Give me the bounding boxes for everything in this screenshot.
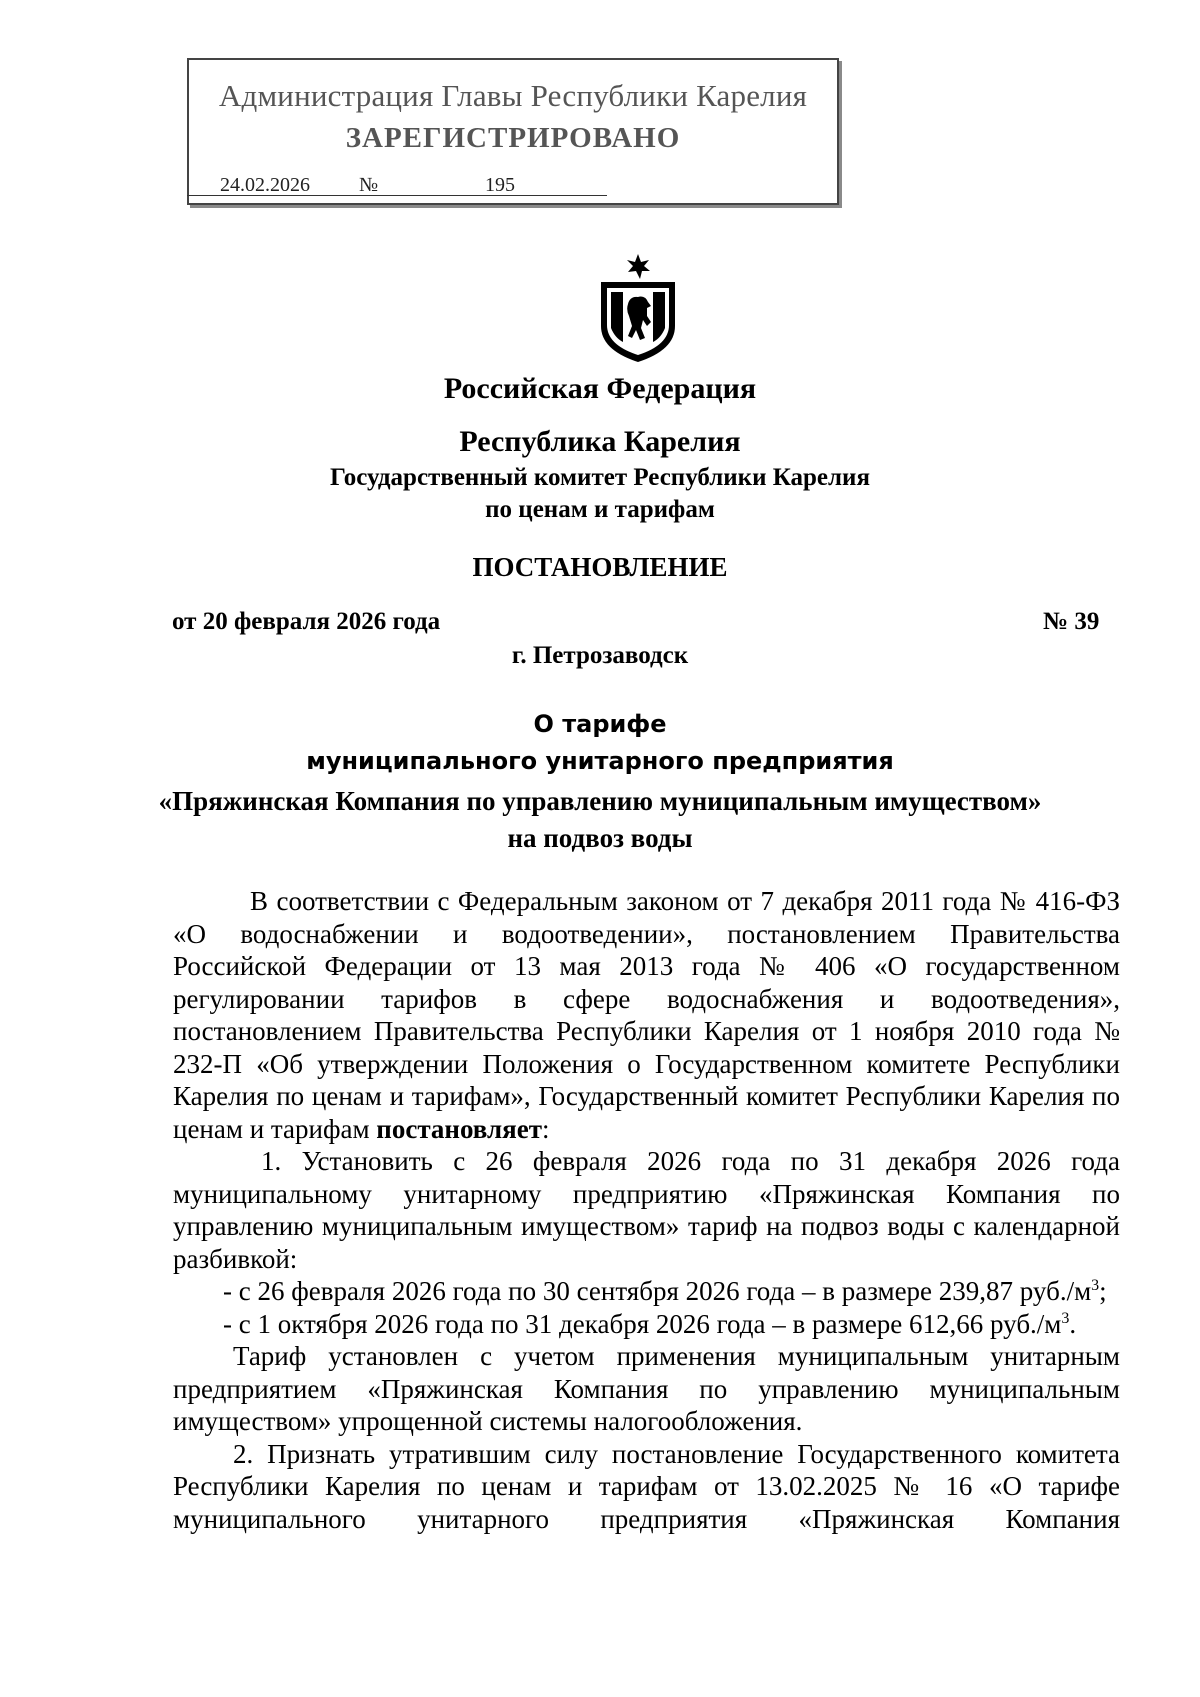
superscript-3: 3: [1061, 1309, 1070, 1327]
committee-heading-line2: по ценам и тарифам: [485, 496, 715, 523]
item-1: 1. Установить с 26 февраля 2026 года по 31 декабря 2026 года муниципальному унитарному предприятию «Пряжинская Компания по управлению муниципальным имуществом» тариф на подвоз воды с календарной разбивкой:: [173, 1146, 1120, 1274]
title-line2: муниципального унитарного предприятия: [306, 747, 894, 775]
country-heading: Российская Федерация: [443, 372, 757, 405]
item-1-note: Тариф установлен с учетом применения муниципальным унитарным предприятием «Пряжинская Компания по управлению муниципальным имуществом» упрощенной системы налогообложения.: [173, 1341, 1120, 1436]
republic-heading: Республика Карелия: [459, 425, 741, 458]
item-1-period-a-text: - с 26 февраля 2026 года по 30 сентября 2026 года – в размере 239,87 руб./м: [223, 1276, 1092, 1306]
committee-heading-line1: Государственный комитет Республики Карелия: [330, 464, 870, 491]
document-city: г. Петрозаводск: [511, 642, 689, 669]
karelia-coat-of-arms-icon: [595, 252, 681, 364]
stamp-number-label: №: [359, 174, 379, 196]
registration-stamp: [187, 58, 839, 205]
stamp-title: Администрация Главы Республики Карелия: [218, 78, 808, 113]
item-1-period-a-end: ;: [1099, 1276, 1107, 1306]
item-2: 2. Признать утратившим силу постановление Государственного комитета Республики Карелия по ценам и тарифам от 13.02.2025 № 16 «О тарифе муниципального унитарного предприятия «Пряжинская Компания: [173, 1438, 1120, 1534]
item-1-period-a: [173, 1275, 1120, 1308]
document-date: от 20 февраля 2026 года: [172, 608, 441, 635]
preamble-paragraph: [173, 885, 1120, 1145]
preamble-text: В соответствии с Федеральным законом от 7 декабря 2011 года № 416-ФЗ «О водоснабжении и водоотведении», постановлением Правительства Российской Федерации от 13 мая 2013 года № 406 «О государственном регулировании тарифов в сфере водоснабжения и водоотведения», постановлением Правительства Республики Карелия от 1 ноября 2010 года № 232-П «Об утверждении Положения о Государственном комитете Республики Карелия по ценам и тарифам», Государственный комитет Республики Карелия по ценам и тарифам: [173, 886, 1120, 1144]
superscript-3: 3: [1091, 1277, 1100, 1294]
stamp-status: ЗАРЕГИСТРИРОВАНО: [345, 122, 681, 154]
title-line3: «Пряжинская Компания по управлению муниципальным имуществом»: [158, 786, 1042, 816]
item-1-period-b: [173, 1308, 1120, 1341]
title-line4: на подвоз воды: [507, 823, 693, 853]
document-type: ПОСТАНОВЛЕНИЕ: [472, 552, 728, 582]
preamble-keyword: постановляет: [376, 1113, 543, 1144]
document-number: № 39: [1043, 608, 1100, 635]
document-body: [173, 885, 1120, 1535]
stamp-underline: [187, 195, 607, 196]
item-1-period-b-text: - с 1 октября 2026 года по 31 декабря 2026 года – в размере 612,66 руб./м: [223, 1308, 1062, 1339]
stamp-number: 195: [485, 174, 515, 196]
item-1-period-b-end: .: [1069, 1308, 1077, 1339]
preamble-end: :: [542, 1113, 550, 1144]
title-line1: О тарифе: [533, 710, 667, 738]
stamp-date: 24.02.2026: [220, 174, 310, 196]
